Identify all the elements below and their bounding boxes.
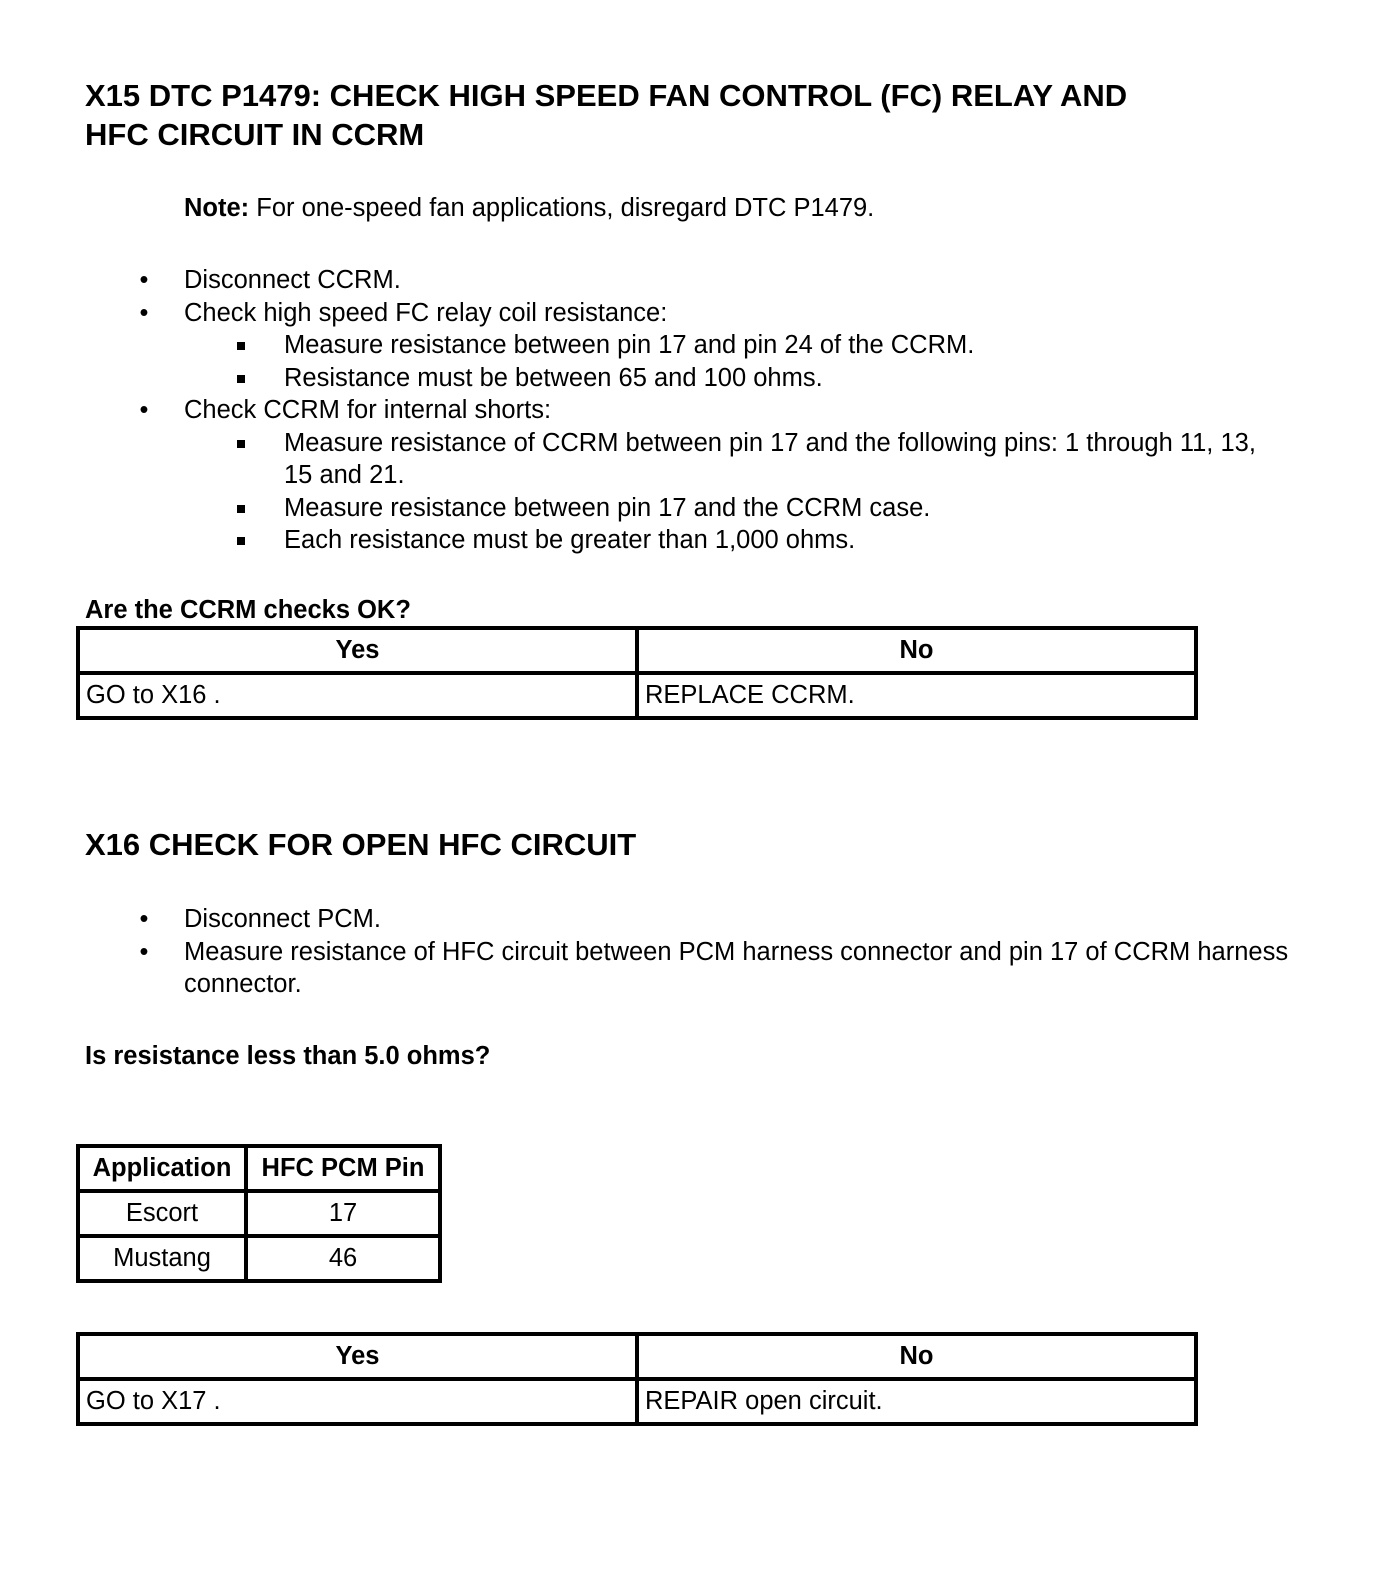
- table-header-row: [78, 628, 1196, 673]
- square-bullet-icon: [237, 537, 245, 545]
- bullet-icon: •: [139, 905, 149, 933]
- step-text: Disconnect CCRM.: [184, 266, 401, 294]
- square-bullet-icon: [237, 505, 245, 513]
- x15-question: Are the CCRM checks OK?: [85, 596, 411, 624]
- square-bullet-icon: [237, 375, 245, 383]
- note-label: Note:: [184, 194, 250, 222]
- x16-question: Is resistance less than 5.0 ohms?: [85, 1042, 491, 1070]
- step-text: Measure resistance of HFC circuit between PCM harness connector and pin 17 of CCRM harness connector.: [184, 937, 1289, 998]
- table-row: [78, 673, 1196, 718]
- no-header: No: [637, 1334, 1196, 1379]
- table-header-row: [78, 1146, 440, 1191]
- no-header: No: [637, 628, 1196, 673]
- x15-result-table: [76, 626, 1198, 720]
- square-bullet-icon: [237, 440, 245, 448]
- x15-steps-list: [84, 264, 1284, 557]
- table-header-row: [78, 1334, 1196, 1379]
- table-row: [78, 1379, 1196, 1424]
- x16-heading: X16 CHECK FOR OPEN HFC CIRCUIT: [85, 827, 637, 862]
- application-cell: Mustang: [78, 1236, 246, 1281]
- application-cell: Escort: [78, 1191, 246, 1236]
- sub-list-item: [184, 329, 1284, 362]
- x15-heading-line2: HFC CIRCUIT IN CCRM: [85, 117, 425, 152]
- sub-step-text: Each resistance must be greater than 1,000 ohms.: [284, 526, 856, 554]
- bullet-icon: •: [139, 396, 149, 424]
- no-action: REPLACE CCRM.: [637, 673, 1196, 718]
- x15-note: [184, 192, 1334, 225]
- x15-heading: [85, 76, 1345, 154]
- sub-step-text: Measure resistance between pin 17 and the CCRM case.: [284, 493, 931, 522]
- yes-action: GO to X17 .: [78, 1379, 637, 1424]
- table-row: [78, 1191, 440, 1236]
- step-text: Check high speed FC relay coil resistance:: [184, 298, 668, 327]
- sub-list-item: [184, 362, 1284, 395]
- no-action: REPAIR open circuit.: [637, 1379, 1196, 1424]
- pin-cell: 17: [246, 1191, 440, 1236]
- pin-cell: 46: [246, 1236, 440, 1281]
- square-bullet-icon: [237, 342, 245, 350]
- x15-heading-line1: X15 DTC P1479: CHECK HIGH SPEED FAN CONTROL (FC) RELAY AND: [85, 78, 1128, 113]
- pin-header: HFC PCM Pin: [246, 1146, 440, 1191]
- sub-list-item: [184, 524, 1284, 557]
- yes-action: GO to X16 .: [78, 673, 637, 718]
- sub-step-text: Measure resistance between pin 17 and pin 24 of the CCRM.: [284, 331, 975, 359]
- bullet-icon: •: [139, 298, 149, 327]
- sub-list: [184, 329, 1284, 394]
- step-text: Disconnect PCM.: [184, 905, 381, 933]
- list-item: [84, 903, 1294, 936]
- sub-list-item: [184, 427, 1284, 492]
- bullet-icon: •: [139, 266, 149, 294]
- application-header: Application: [78, 1146, 246, 1191]
- sub-step-text: Measure resistance of CCRM between pin 17 and the following pins: 1 through 11, 13, 15 and 21.: [284, 428, 1256, 489]
- yes-header: Yes: [78, 1334, 637, 1379]
- list-item: [84, 394, 1284, 557]
- list-item: [84, 936, 1294, 1001]
- bullet-icon: •: [139, 937, 149, 966]
- x16-result-table: [76, 1332, 1198, 1426]
- table-row: [78, 1236, 440, 1281]
- step-text: Check CCRM for internal shorts:: [184, 396, 552, 424]
- list-item: [84, 264, 1284, 297]
- sub-step-text: Resistance must be between 65 and 100 ohms.: [284, 363, 823, 392]
- sub-list-item: [184, 492, 1284, 525]
- note-text: For one-speed fan applications, disregard DTC P1479.: [249, 194, 875, 222]
- application-pin-table: [76, 1144, 442, 1283]
- sub-list: [184, 427, 1284, 557]
- list-item: [84, 297, 1284, 395]
- yes-header: Yes: [78, 628, 637, 673]
- x16-steps-list: [84, 903, 1294, 1001]
